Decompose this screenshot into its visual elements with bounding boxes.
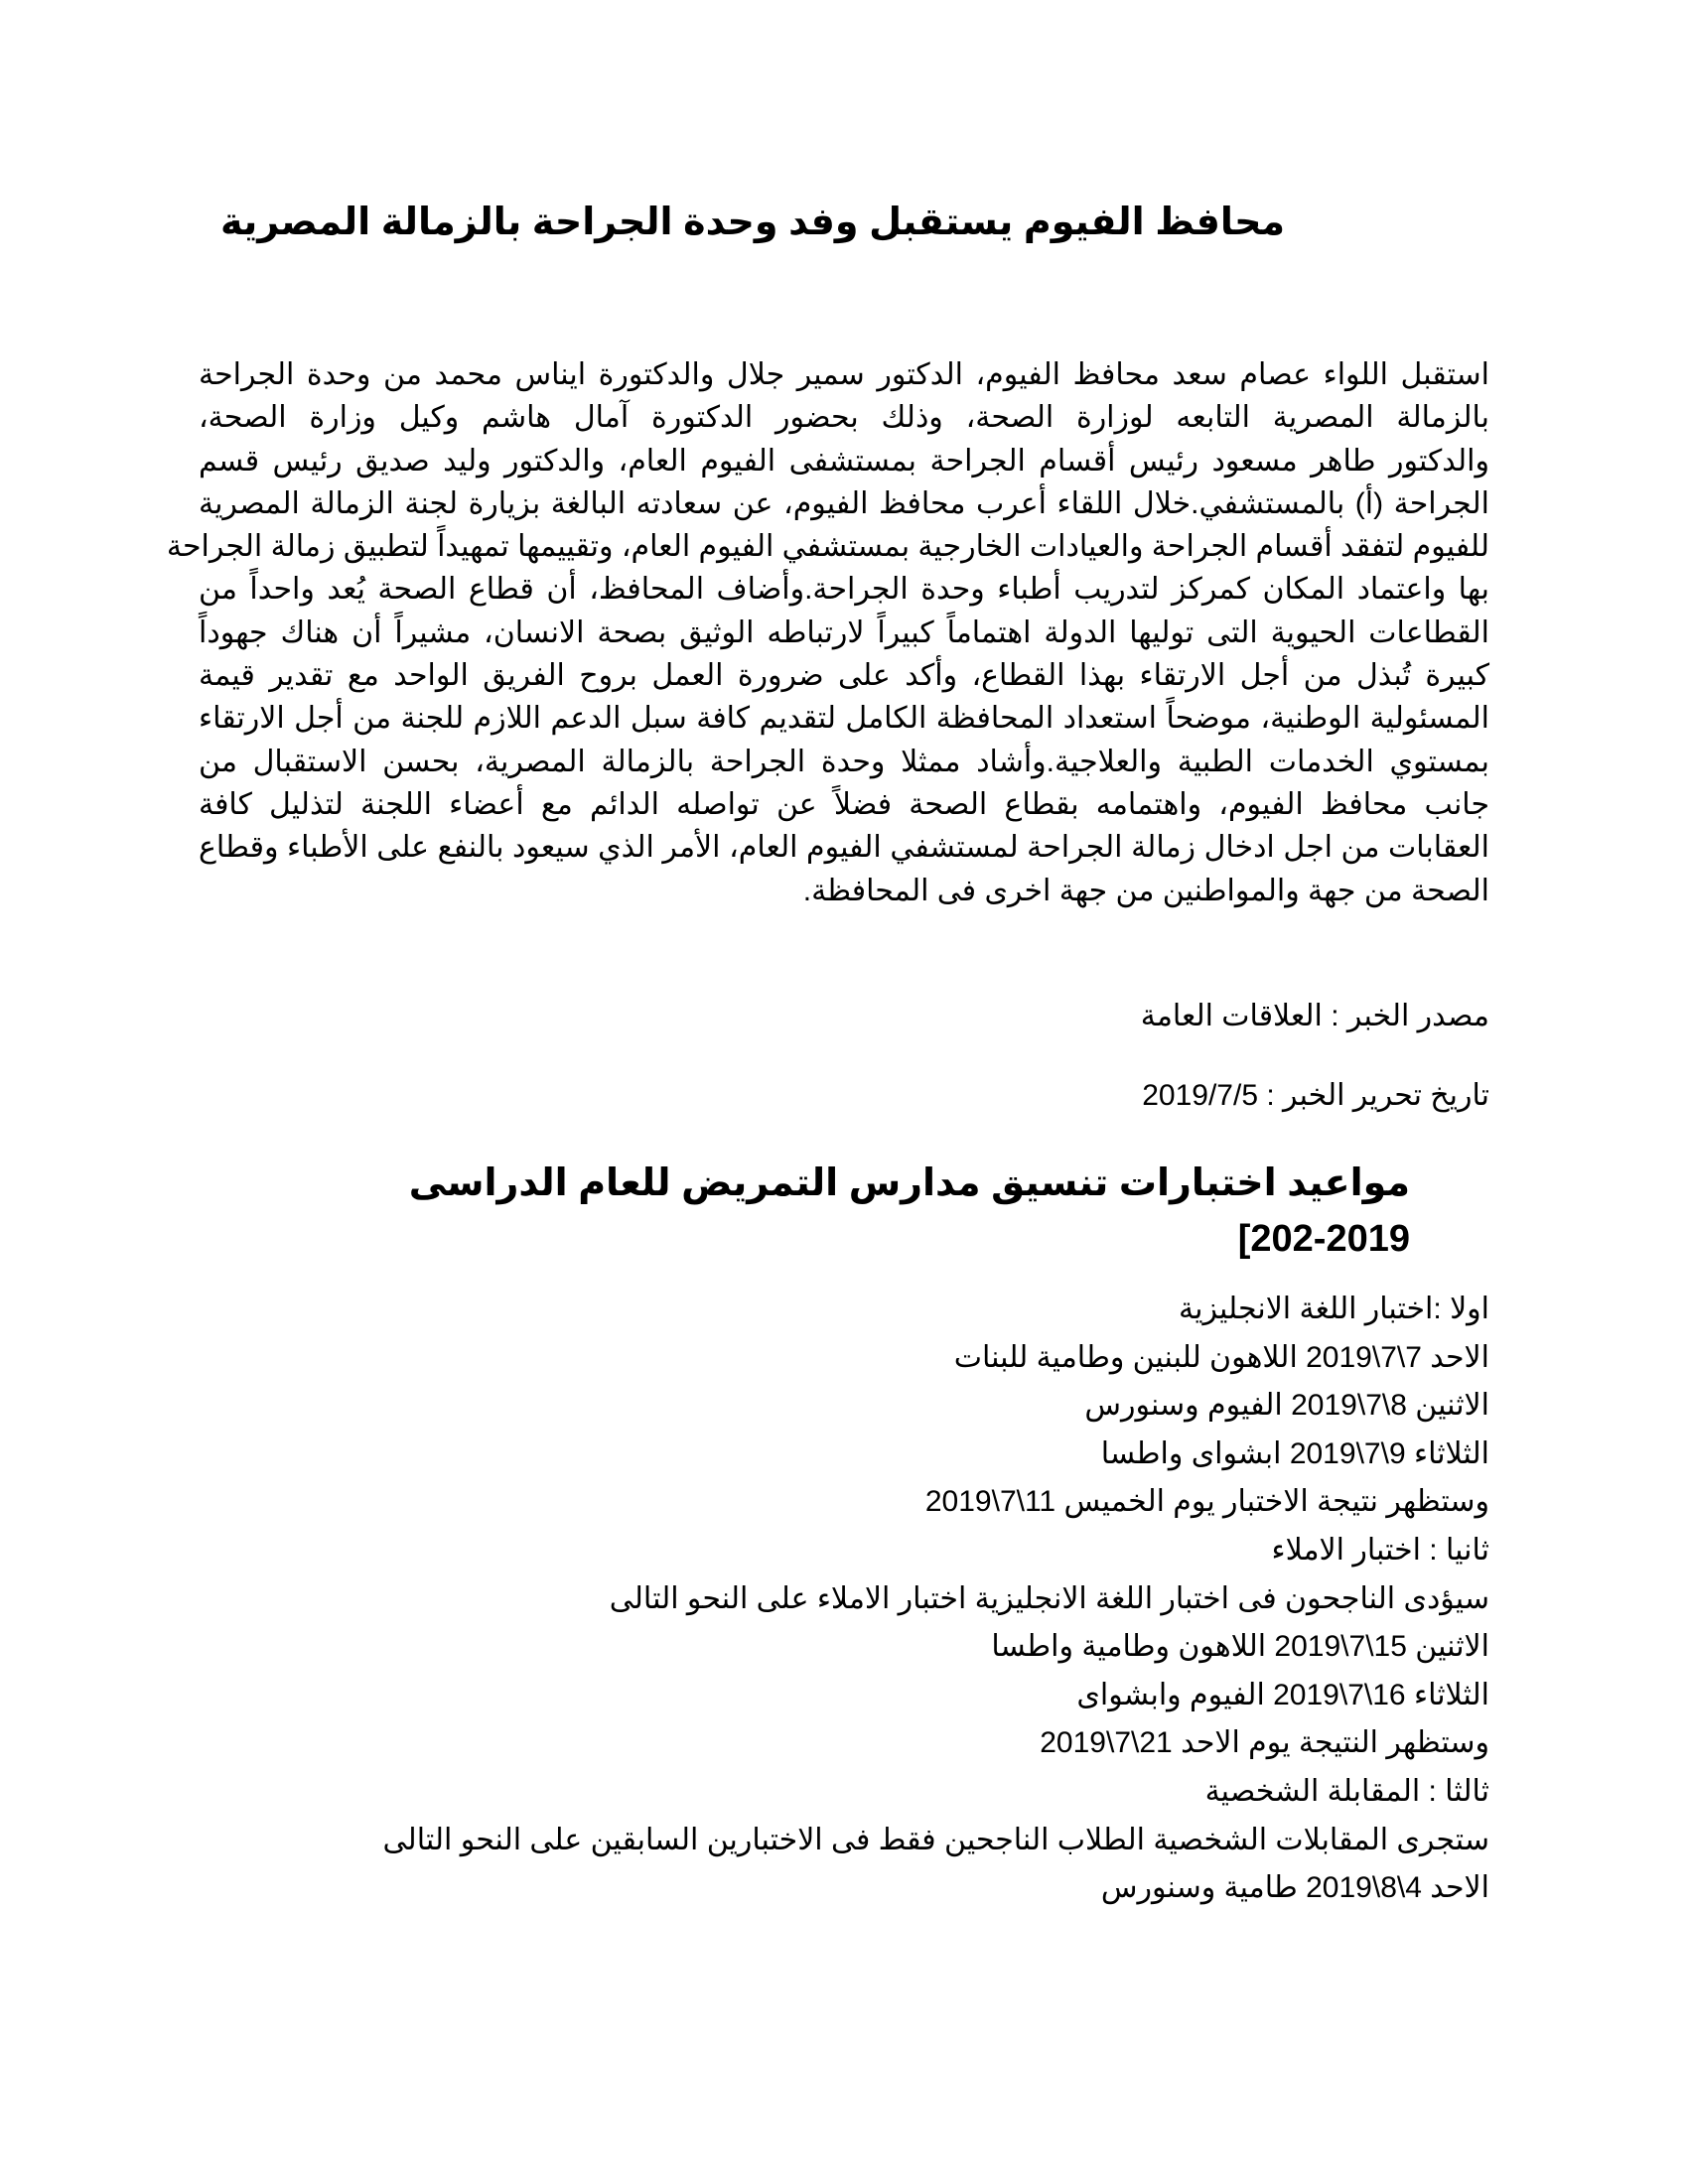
- schedule-heading: ثالثا : المقابلة الشخصية: [1204, 1774, 1489, 1808]
- schedule-line: الاثنين 15\7\2019 اللاهون وطامية واطسا: [991, 1630, 1489, 1664]
- news-source: مصدر الخبر : العلاقات العامة: [1140, 1000, 1489, 1032]
- schedule-line: الثلاثاء 16\7\2019 الفيوم وابشواى: [1076, 1678, 1489, 1711]
- schedule-line: وستظهر نتيجة الاختبار يوم الخميس 11\7\2019: [924, 1485, 1489, 1519]
- paragraph-line: كبيرة تُبذل من أجل الارتقاء بهذا القطاع، وأكد على ضرورة العمل بروح الفريق الواحد مع تقدير قيمة: [199, 659, 1489, 693]
- exam-schedule: [199, 1286, 1489, 1913]
- paragraph-line: للفيوم لتفقد أقسام الجراحة والعيادات الخارجية بمستشفي الفيوم العام، وتقييمها تمهيداً لتطبيق زمالة الجراحة: [166, 530, 1489, 564]
- paragraph-line: استقبل اللواء عصام سعد محافظ الفيوم، الدكتور سمير جلال والدكتورة ايناس محمد من وحدة الجراحة: [199, 358, 1489, 391]
- schedule-line: الاحد 7\7\2019 اللاهون للبنين وطامية للبنات: [953, 1340, 1489, 1374]
- schedule-title: مواعيد اختبارات تنسيق مدارس التمريض للعام الدراسى 2019-202]: [408, 1162, 1410, 1260]
- paragraph-line: الصحة من جهة والمواطنين من جهة اخرى فى المحافظة.: [802, 874, 1489, 907]
- article-title: محافظ الفيوم يستقبل وفد وحدة الجراحة بالزمالة المصرية: [219, 202, 1286, 243]
- schedule-line: وستظهر النتيجة يوم الاحد 21\7\2019: [1040, 1726, 1489, 1760]
- schedule-heading: اولا :اختبار اللغة الانجليزية: [1179, 1293, 1489, 1325]
- paragraph-line: العقابات من اجل ادخال زمالة الجراحة لمستشفي الفيوم العام، الأمر الذي سيعود بالنفع على الأطباء وقطاع: [199, 831, 1489, 865]
- paragraph-line: الجراحة (أ) بالمستشفي.خلال اللقاء أعرب محافظ الفيوم، عن سعادته البالغة بزيارة لجنة الزمالة المصرية: [199, 486, 1489, 520]
- schedule-line: الاثنين 8\7\2019 الفيوم وسنورس: [1084, 1389, 1489, 1423]
- article-body: [166, 353, 1490, 912]
- paragraph-line: القطاعات الحيوية التى توليها الدولة اهتماماً كبيراً لارتباطه الوثيق بصحة الانسان، مشيراً أن هناك جهوداً: [199, 615, 1489, 649]
- paragraph-line: جانب محافظ الفيوم، واهتمامه بقطاع الصحة فضلاً عن تواصله الدائم مع أعضاء اللجنة لتذليل كافة: [199, 787, 1489, 821]
- schedule-line: الثلاثاء 9\7\2019 ابشواى واطسا: [1100, 1436, 1489, 1470]
- schedule-line: سيؤدى الناجحون فى اختبار اللغة الانجليزية اختبار الاملاء على النحو التالى: [609, 1581, 1489, 1615]
- schedule-line: الاحد 4\8\2019 طامية وسنورس: [1100, 1871, 1489, 1905]
- schedule-line: ستجرى المقابلات الشخصية الطلاب الناجحين فقط فى الاختبارين السابقين على النحو التالى: [382, 1823, 1489, 1856]
- paragraph-line: بها واعتماد المكان كمركز لتدريب أطباء وحدة الجراحة.وأضاف المحافظ، أن قطاع الصحة يُعد واحداً من: [199, 573, 1490, 607]
- paragraph-line: والدكتور طاهر مسعود رئيس أقسام الجراحة بمستشفى الفيوم العام، والدكتور وليد صديق رئيس قسم: [199, 444, 1489, 478]
- paragraph-line: المسئولية الوطنية، موضحاً استعداد المحافظة الكامل لتقديم كافة سبل الدعم اللازم للجنة من أجل الارتقاء: [199, 702, 1489, 736]
- schedule-heading: ثانيا : اختبار الاملاء: [1271, 1533, 1489, 1567]
- news-date: تاريخ تحرير الخبر : 2019/7/5: [1142, 1079, 1489, 1112]
- paragraph-line: بمستوي الخدمات الطبية والعلاجية.وأشاد ممثلا وحدة الجراحة بالزمالة المصرية، بحسن الاستقبال من: [199, 745, 1489, 778]
- paragraph-line: بالزمالة المصرية التابعه لوزارة الصحة، وذلك بحضور الدكتورة آمال هاشم وكيل وزارة الصحة،: [199, 401, 1489, 435]
